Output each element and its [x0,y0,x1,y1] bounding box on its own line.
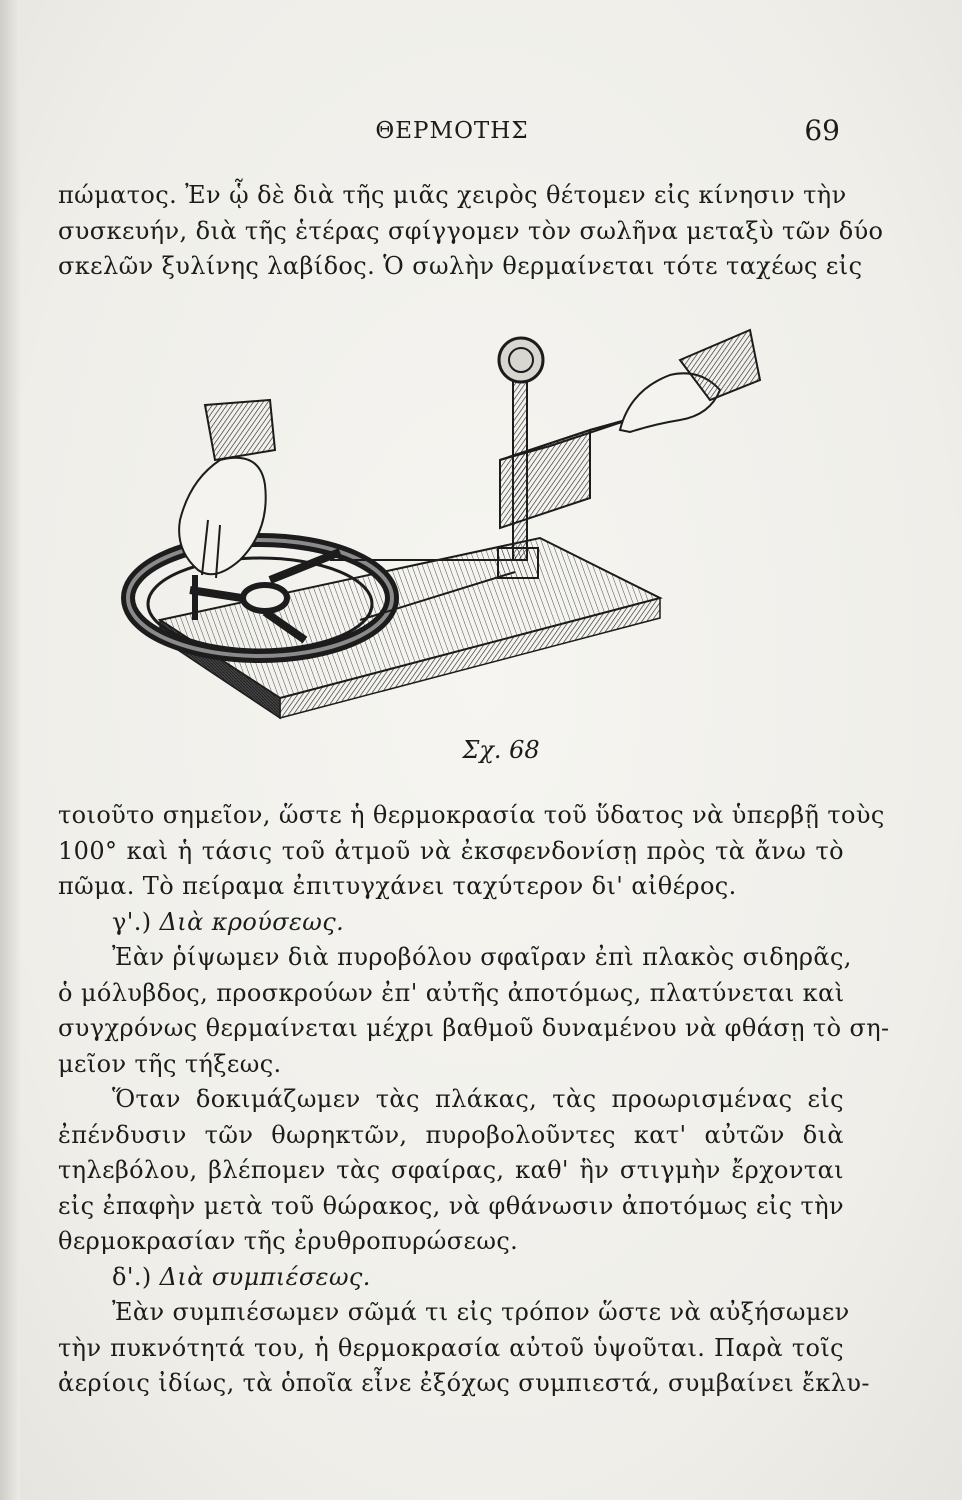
running-title: ΘΕΡΜΟΤΗΣ [375,118,529,144]
text-line: εἰς ἐπαφὴν μετὰ τοῦ θώρακος, νὰ φθάνωσιν ἀποτόμως εἰς τὴν [58,1191,844,1220]
text-line: συγχρόνως θερμαίνεται μέχρι βαθμοῦ δυναμένου νὰ φθάσῃ τὸ ση- [58,1014,890,1042]
text-line: τὴν πυκνότητά του, ἡ θερμοκρασία αὐτοῦ ὑψοῦται. Παρὰ τοῖς [58,1333,844,1362]
main-text [58,798,890,1402]
page-number: 69 [804,114,840,147]
section-heading-delta [58,1260,844,1296]
text-line: μεῖον τῆς τήξεως. [58,1049,282,1078]
text-line: 100° καὶ ἡ τάσις τοῦ ἀτμοῦ νὰ ἐκσφενδονίσῃ πρὸς τὰ ἄνω τὸ [58,836,844,865]
paragraph-top [58,178,884,285]
text-line: σκελῶν ξυλίνης λαβίδος. Ὁ σωλὴν θερμαίνεται τότε ταχέως εἰς [58,252,863,280]
right-hand [620,330,760,432]
text-line: ἀερίοις ἰδίως, τὰ ὁποῖα εἶνε ἐξόχως συμπιεστά, συμβαίνει ἔκλυ- [58,1369,870,1397]
figure-caption [0,736,962,764]
section-title: Διὰ κρούσεως. [159,907,345,936]
text-line: τοιοῦτο σημεῖον, ὥστε ἡ θερμοκρασία τοῦ ὕδατος νὰ ὑπερβῇ τοὺς [58,801,885,829]
section-heading-gamma [58,905,844,941]
text-line: Ἐὰν ῥίψωμεν διὰ πυροβόλου σφαῖραν ἐπὶ πλακὸς σιδηρᾶς, [112,943,852,971]
text-line: θερμοκρασίαν τῆς ἐρυθροπυρώσεως. [58,1227,519,1255]
text-line: συσκευήν, διὰ τῆς ἑτέρας σφίγγομεν τὸν σωλῆνα μεταξὺ τῶν δύο [58,216,884,245]
text-line: Ὅταν δοκιμάζωμεν τὰς πλάκας, τὰς προωρισμένας εἰς [112,1085,844,1113]
text-line: τηλεβόλου, βλέπομεν τὰς σφαίρας, καθ' ἣν στιγμὴν ἔρχονται [58,1156,844,1184]
section-title: Διὰ συμπιέσεως. [159,1262,371,1291]
text-line: Ἐὰν συμπιέσωμεν σῶμά τι εἰς τρόπον ὥστε νὰ αὐξήσωμεν [112,1298,850,1326]
text-line: ἐπένδυσιν τῶν θωρηκτῶν, πυροβολοῦντες κατ' αὐτῶν διὰ [58,1120,844,1149]
caption-text: Σχ. 68 [462,736,540,764]
text-line: πώματος. Ἐν ᾧ δὲ διὰ τῆς μιᾶς χειρὸς θέτομεν εἰς κίνησιν τὴν [58,181,847,209]
left-hand [179,400,275,578]
text-line: πῶμα. Τὸ πείραμα ἐπιτυγχάνει ταχύτερον δι' αἰθέρος. [58,872,737,900]
text-line: ὁ μόλυβδος, προσκρούων ἐπ' αὐτῆς ἀποτόμως, πλατύνεται καὶ [58,978,845,1007]
section-number: δ'.) [112,1262,152,1291]
running-head [0,112,962,152]
figure-illustration [120,320,770,720]
section-number: γ'.) [112,907,152,936]
